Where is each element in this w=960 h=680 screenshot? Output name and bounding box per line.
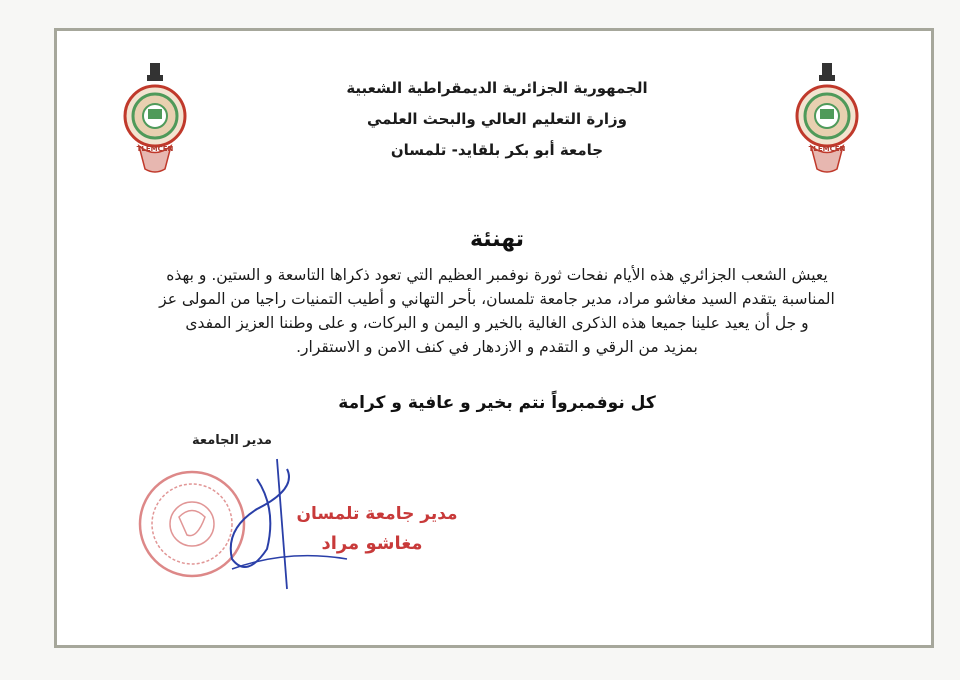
logo-text: TLEMCEN bbox=[808, 145, 846, 153]
body-line: بمزيد من الرقي و التقدم و الازدهار في كنف الامن و الاستقرار. bbox=[296, 338, 698, 356]
body-line: يعيش الشعب الجزائري هذه الأيام نفحات ثورة نوفمبر العظيم التي تعود ذكراها التاسعة و الستين. و بهذه bbox=[166, 266, 828, 284]
document-title: تهنئة bbox=[469, 227, 525, 252]
signatory-title: مدير الجامعة bbox=[192, 433, 272, 448]
stamp-line-2: مغاشو مراد bbox=[321, 533, 423, 554]
stamp-line-1: مدير جامعة تلمسان bbox=[296, 504, 458, 524]
header-university: جامعة أبو بكر بلقايد- تلمسان bbox=[390, 141, 604, 159]
document-body bbox=[107, 263, 887, 359]
closing-wish: كل نوفمبرواً نتم بخير و عافية و كرامة bbox=[338, 393, 656, 413]
certificate-frame bbox=[54, 28, 934, 648]
header-republic: الجمهورية الجزائرية الديمقراطية الشعبية bbox=[346, 79, 648, 97]
logo-text: TLEMCEN bbox=[136, 145, 174, 153]
official-stamp bbox=[137, 449, 458, 599]
document-header bbox=[57, 73, 937, 166]
body-line: و جل أن يعيد علينا جميعا هذه الذكرى الغالية بالخير و اليمن و البركات، و على وطننا العزيز المفدى bbox=[185, 314, 809, 332]
header-ministry: وزارة التعليم العالي والبحث العلمي bbox=[366, 110, 628, 128]
body-line: المناسبة يتقدم السيد مغاشو مراد، مدير جامعة تلمسان، بأحر التهاني و أطيب التمنيات راجيا من المولى عز bbox=[159, 290, 835, 308]
